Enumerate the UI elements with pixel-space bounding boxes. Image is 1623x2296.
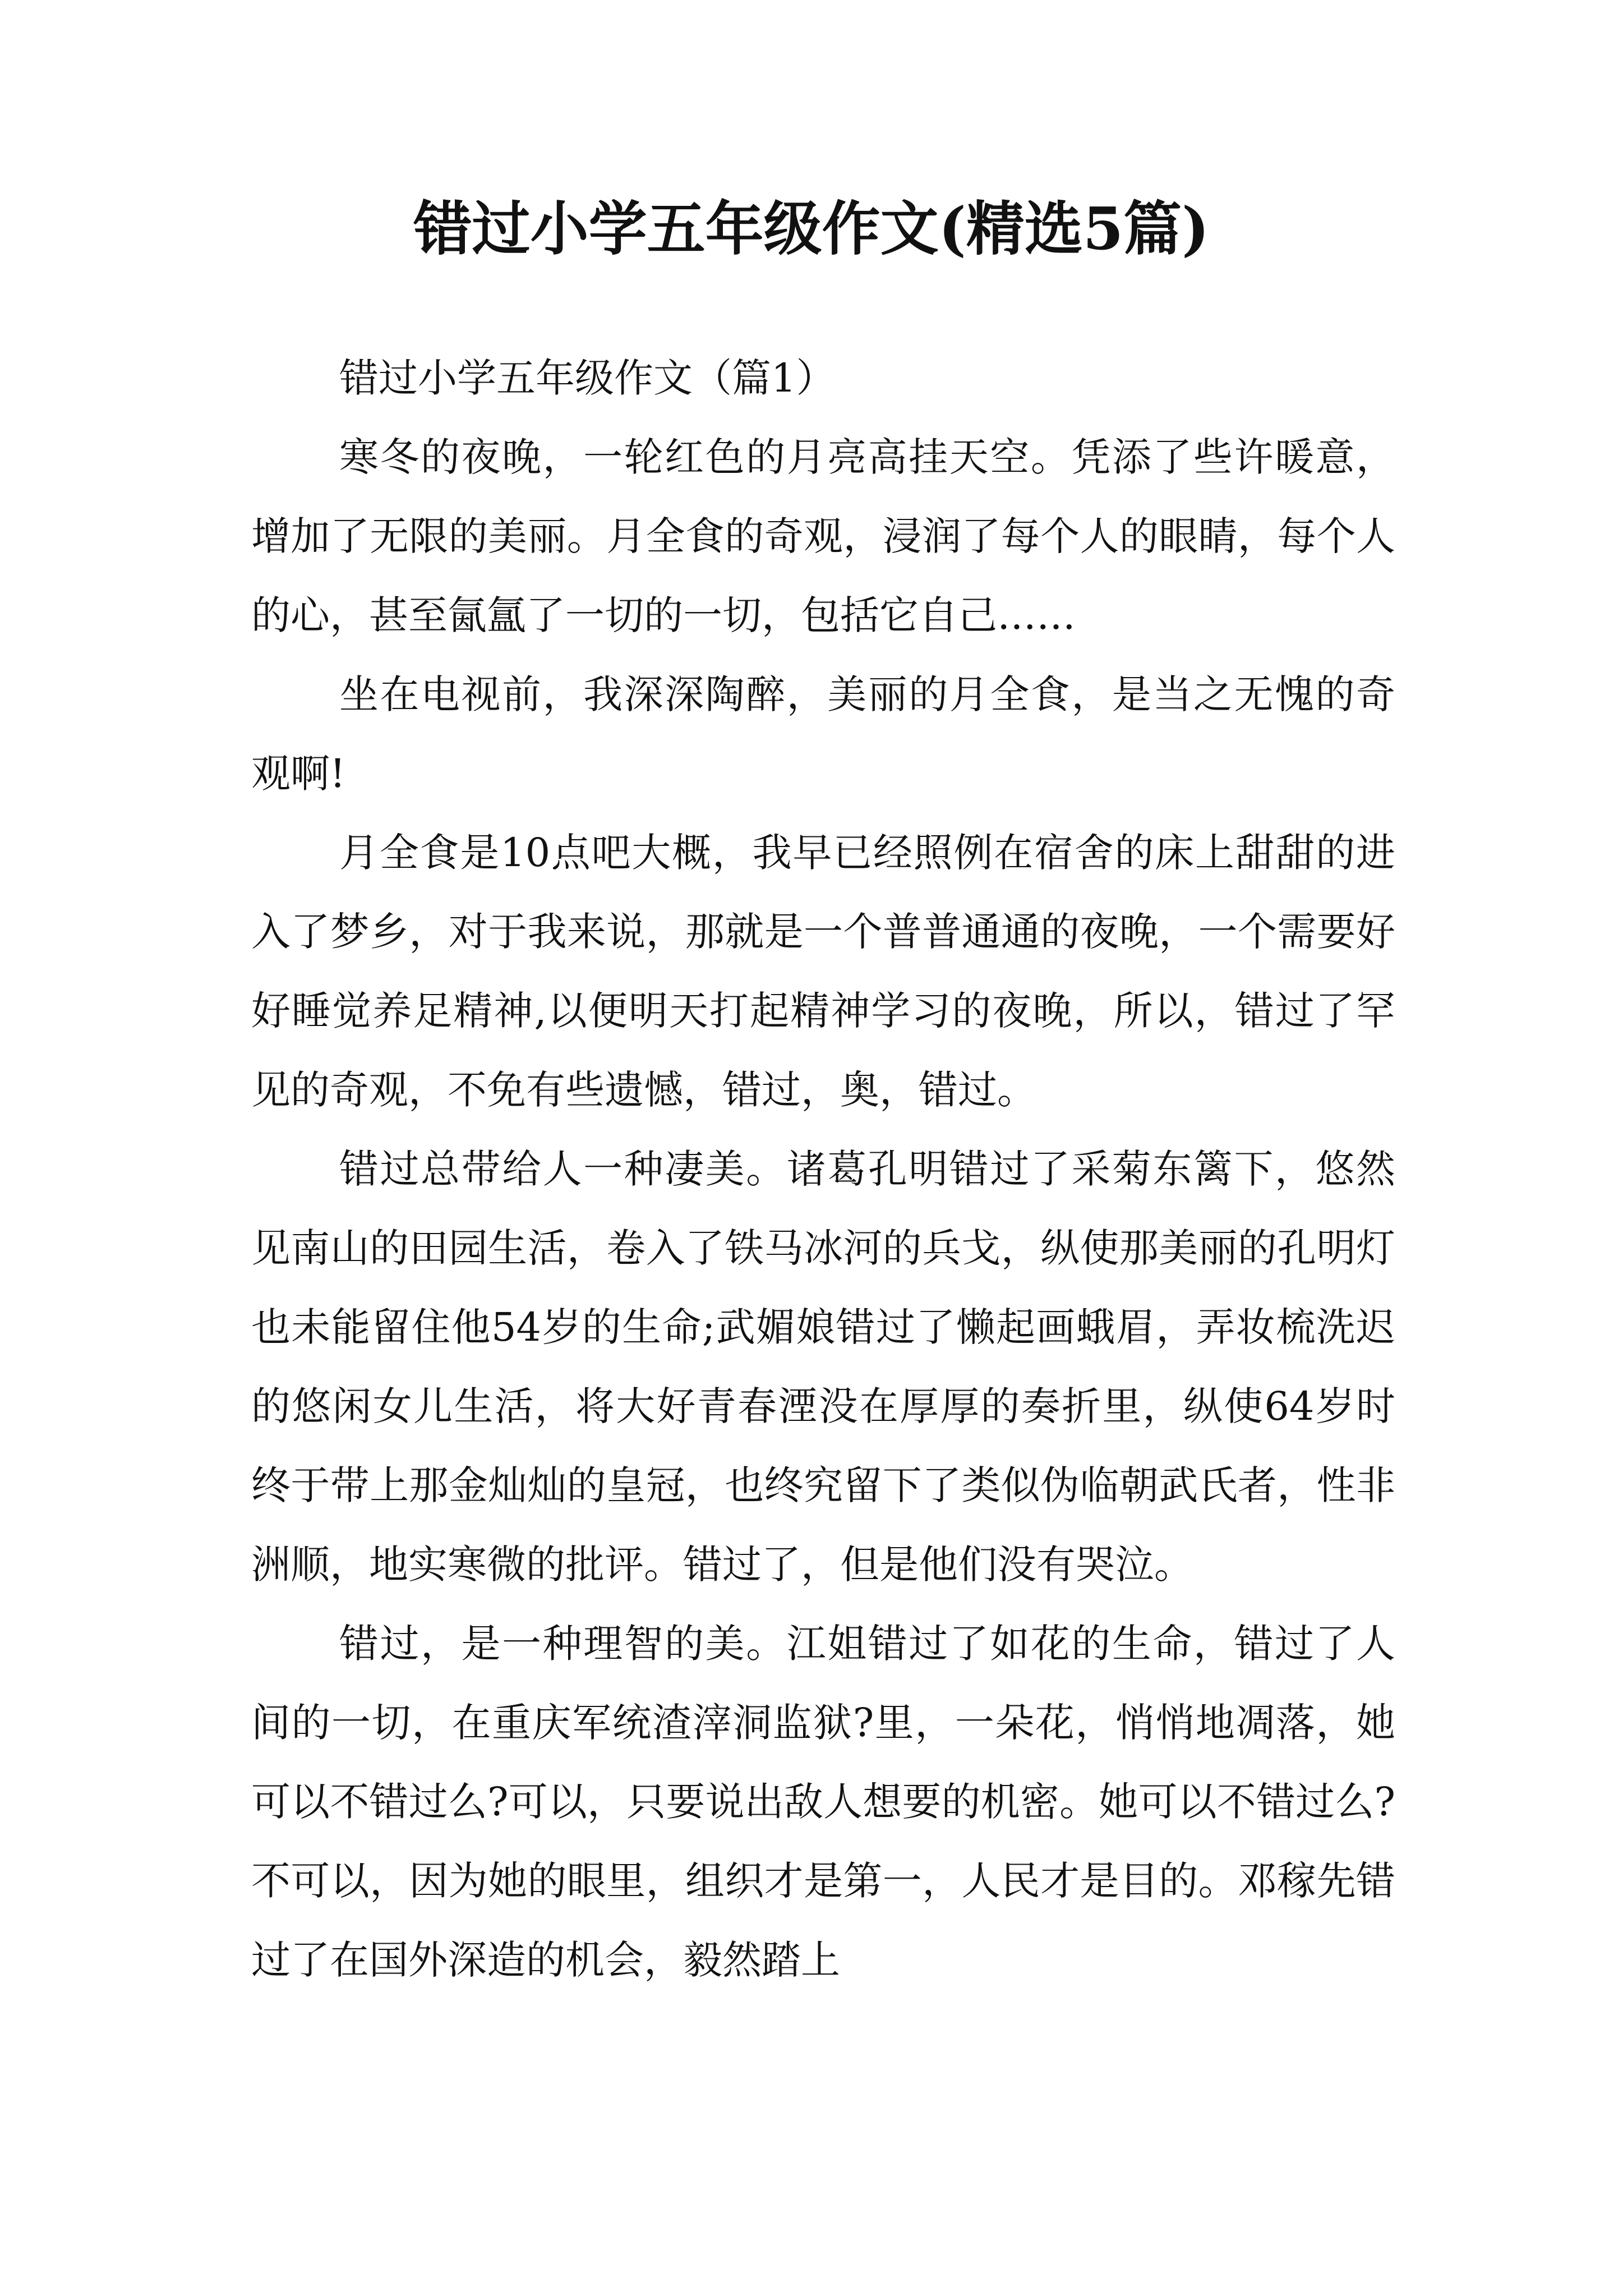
document-body xyxy=(251,339,1395,2000)
section-heading: 错过小学五年级作文（篇1） xyxy=(339,355,836,401)
body-paragraph: 坐在电视前，我深深陶醉，美丽的月全食，是当之无愧的奇观啊! xyxy=(251,671,1395,797)
body-paragraph: 寒冬的夜晚，一轮红色的月亮高挂天空。凭添了些许暖意，增加了无限的美丽。月全食的奇观，浸润了每个人的眼睛，每个人的心，甚至氤氲了一切的一切，包括它自己…… xyxy=(251,434,1395,638)
body-paragraph: 错过，是一种理智的美。江姐错过了如花的生命，错过了人间的一切，在重庆军统渣滓洞监狱?里，一朵花，悄悄地凋落，她可以不错过么?可以，只要说出敌人想要的机密。她可以不错过么?不可以，因为她的眼里，组织才是第一，人民才是目的。邓稼先错过了在国外深造的机会，毅然踏上 xyxy=(251,1621,1395,1983)
body-paragraph: 月全食是10点吧大概，我早已经照例在宿舍的床上甜甜的进入了梦乡，对于我来说，那就是一个普普通通的夜晚，一个需要好好睡觉养足精神,以便明天打起精神学习的夜晚，所以，错过了罕见的奇观，不免有些遗憾，错过，奥，错过。 xyxy=(251,830,1395,1113)
body-paragraph: 错过总带给人一种凄美。诸葛孔明错过了采菊东篱下，悠然见南山的田园生活，卷入了铁马冰河的兵戈，纵使那美丽的孔明灯也未能留住他54岁的生命;武媚娘错过了懒起画蛾眉，弄妆梳洗迟的悠闲女儿生活，将大好青春湮没在厚厚的奏折里，纵使64岁时终于带上那金灿灿的皇冠，也终究留下了类似伪临朝武氏者，性非洲顺，地实寒微的批评。错过了，但是他们没有哭泣。 xyxy=(251,1146,1395,1588)
document-title: 错过小学五年级作文(精选5篇) xyxy=(413,194,1210,263)
